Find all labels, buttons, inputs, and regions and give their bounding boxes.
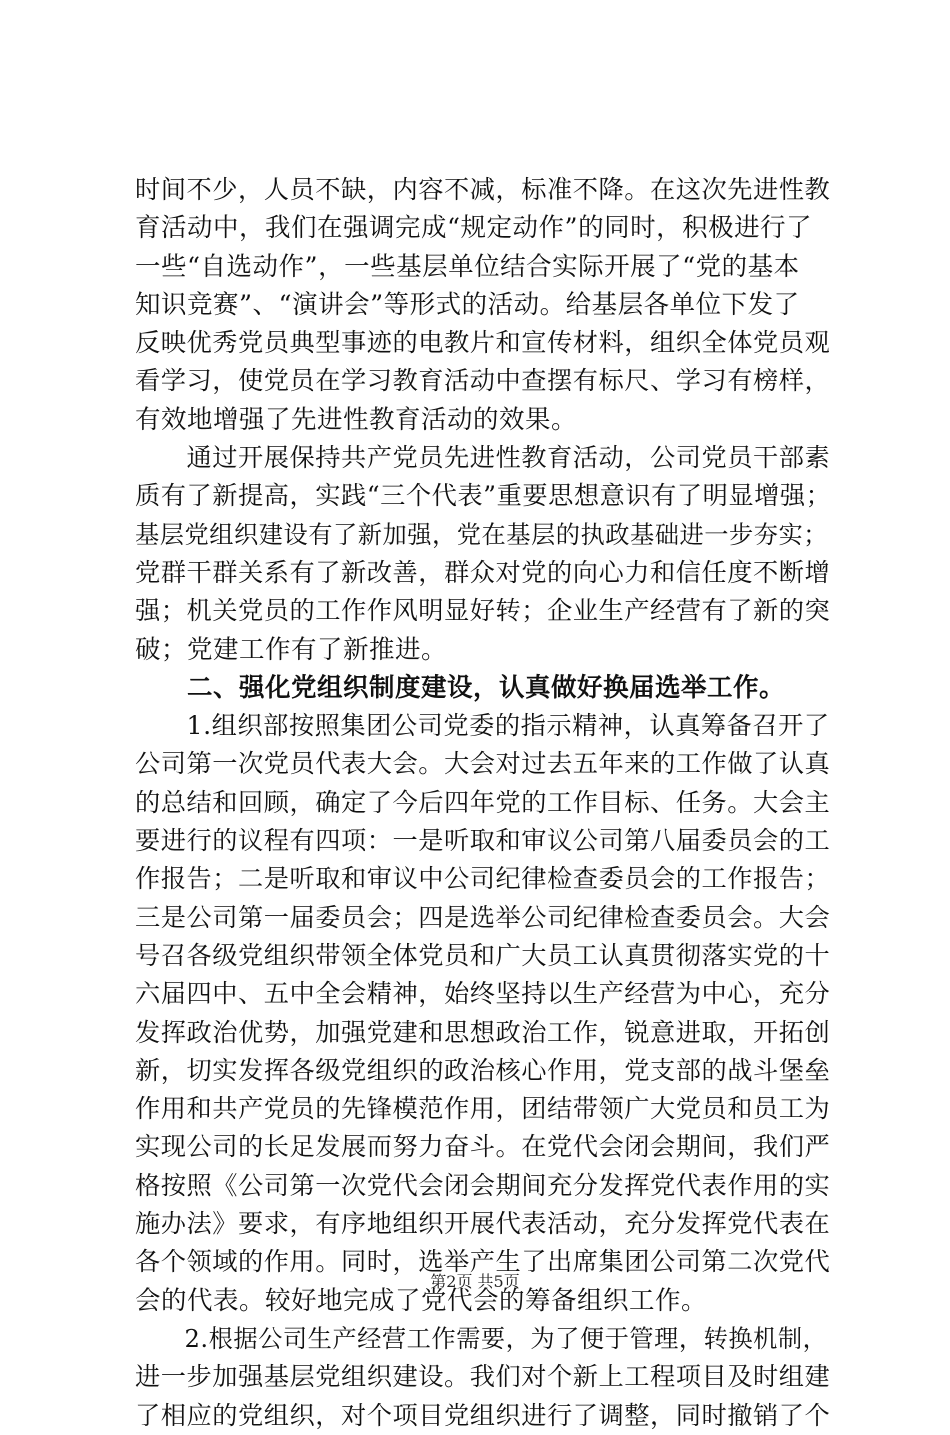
text-line: 作用和共产党员的先锋模范作用，团结带领广大党员和员工为	[135, 1094, 831, 1124]
text-line: 知识竞赛”、“演讲会”等形式的活动。给基层各单位下发了	[135, 289, 800, 320]
text-line: 号召各级党组织带领全体党员和广大员工认真贯彻落实党的十	[135, 940, 831, 970]
text-line: 强；机关党员的工作作风明显好转；企业生产经营有了新的突	[135, 596, 831, 626]
text-line: 一些“自选动作”，一些基层单位结合实际开展了“党的基本	[135, 251, 800, 282]
text-line: 要进行的议程有四项：一是听取和审议公司第八届委员会的工	[135, 826, 831, 856]
document-body	[135, 171, 832, 1435]
text-line: 反映优秀党员典型事迹的电教片和宣传材料，组织全体党员观	[135, 328, 831, 358]
text-line: 破；党建工作有了新推进。	[135, 634, 448, 665]
text-line: 会的代表。较好地完成了党代会的筹备组织工作。	[135, 1285, 708, 1316]
text-line: 党群干群关系有了新改善，群众对党的向心力和信任度不断增	[135, 557, 831, 587]
text-line: 作报告；二是听取和审议中公司纪律检查委员会的工作报告；	[135, 864, 831, 894]
text-line: 施办法》要求，有序地组织开展代表活动，充分发挥党代表在	[135, 1209, 831, 1239]
text-line: 育活动中，我们在强调完成“规定动作”的同时，积极进行了	[135, 213, 813, 244]
text-line: 基层党组织建设有了新加强，党在基层的执政基础进一步夯实；	[135, 519, 829, 549]
text-line: 2.根据公司生产经营工作需要，为了便于管理，转换机制，	[135, 1323, 828, 1353]
text-line: 通过开展保持共产党员先进性教育活动，公司党员干部素	[135, 443, 831, 473]
text-line: 看学习，使党员在学习教育活动中查摆有标尺、学习有榜样，	[135, 366, 831, 396]
text-line: 进一步加强基层党组织建设。我们对个新上工程项目及时组建	[135, 1362, 831, 1392]
text-line: 的总结和回顾，确定了今后四年党的工作目标、任务。大会主	[135, 787, 831, 817]
text-line: 有效地增强了先进性教育活动的效果。	[135, 404, 578, 435]
page-footer	[0, 1272, 950, 1292]
text-line: 1.组织部按照集团公司党委的指示精神，认真筹备召开了	[135, 711, 830, 741]
text-line: 新，切实发挥各级党组织的政治核心作用，党支部的战斗堡垒	[135, 1055, 831, 1085]
text-line: 了相应的党组织，对个项目党组织进行了调整，同时撤销了个	[135, 1400, 831, 1430]
section-heading: 二、强化党组织制度建设，认真做好换届选举工作。	[135, 672, 786, 703]
text-line: 公司第一次党员代表大会。大会对过去五年来的工作做了认真	[135, 749, 831, 779]
text-line: 格按照《公司第一次党代会闭会期间充分发挥党代表作用的实	[135, 1170, 831, 1200]
text-line: 各个领域的作用。同时，选举产生了出席集团公司第二次党代	[135, 1247, 831, 1277]
text-line: 三是公司第一届委员会；四是选举公司纪律检查委员会。大会	[135, 902, 831, 932]
text-line: 发挥政治优势，加强党建和思想政治工作，锐意进取，开拓创	[135, 1017, 831, 1047]
text-line: 六届四中、五中全会精神，始终坚持以生产经营为中心，充分	[135, 979, 831, 1009]
text-line: 实现公司的长足发展而努力奋斗。在党代会闭会期间，我们严	[135, 1132, 831, 1162]
page-number-label: 第2页 共5页	[430, 1272, 520, 1291]
text-line: 时间不少，人员不缺，内容不减，标准不降。在这次先进性教	[135, 175, 831, 204]
text-line: 质有了新提高，实践“三个代表”重要思想意识有了明显增强；	[135, 481, 832, 511]
